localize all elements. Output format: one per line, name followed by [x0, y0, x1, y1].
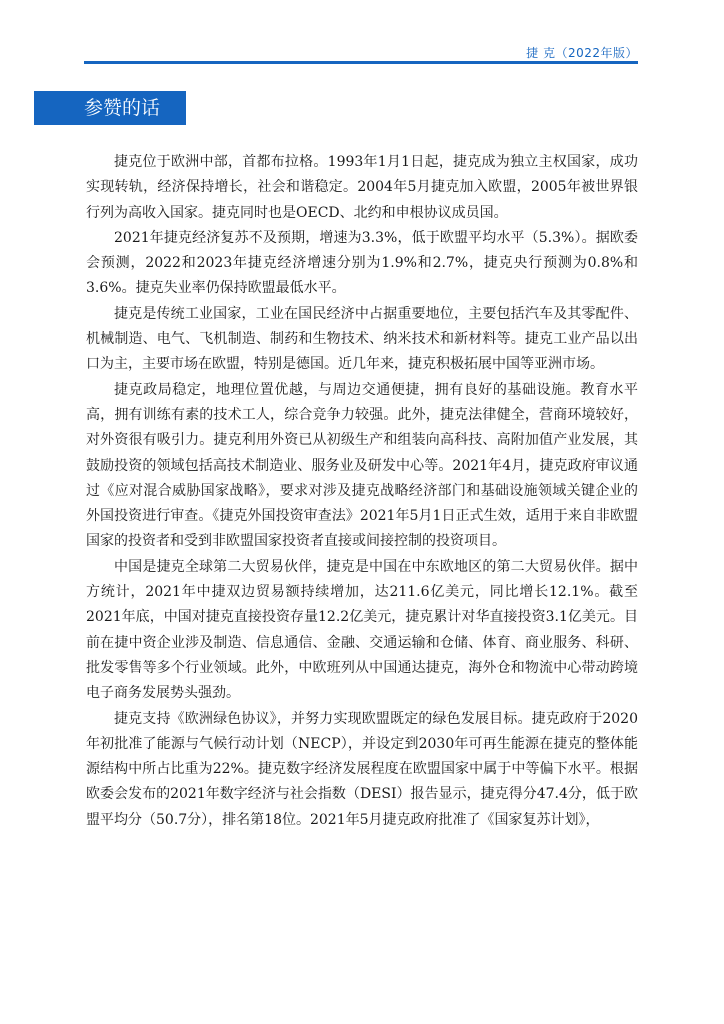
paragraph: 捷克是传统工业国家，工业在国民经济中占据重要地位，主要包括汽车及其零配件、机械制造、电气、飞机制造、制药和生物技术、纳米技术和新材料等。捷克工业产品以出口为主，主要市场在欧盟，特别是德国。近几年来，捷克积极拓展中国等亚洲市场。: [86, 305, 638, 373]
paragraph: 中国是捷克全球第二大贸易伙伴，捷克是中国在中东欧地区的第二大贸易伙伴。据中方统计，2021年中捷双边贸易额持续增加，达211.6亿美元，同比增长12.1%。截至2021年底，中国对捷克直接投资存量12.2亿美元，捷克累计对华直接投资3.1亿美元。目前在捷中资企业涉及制造、信息通信、金融、交通运输和仓储、体育、商业服务、科研、批发零售等多个行业领域。此外，中欧班列从中国通达捷克，海外仓和物流中心带动跨境电子商务发展势头强劲。: [86, 558, 638, 702]
paragraph: 捷克位于欧洲中部，首都布拉格。1993年1月1日起，捷克成为独立主权国家，成功实现转轨，经济保持增长，社会和谐稳定。2004年5月捷克加入欧盟，2005年被世界银行列为高收入国家。捷克同时也是OECD、北约和申根协议成员国。: [86, 154, 638, 221]
section-title: 参赞的话: [34, 91, 186, 125]
body-text: [86, 150, 638, 833]
running-header: 捷 克（2022年版）: [526, 46, 638, 60]
header-rule: [84, 61, 638, 64]
paragraph: 2021年捷克经济复苏不及预期，增速为3.3%，低于欧盟平均水平（5.3%）。据欧委会预测，2022和2023年捷克经济增速分别为1.9%和2.7%，捷克央行预测为0.8%和3.6%。捷克失业率仍保持欧盟最低水平。: [86, 229, 638, 297]
paragraph: 捷克政局稳定，地理位置优越，与周边交通便捷，拥有良好的基础设施。教育水平高，拥有训练有素的技术工人，综合竞争力较强。此外，捷克法律健全，营商环境较好，对外资很有吸引力。捷克利用外资已从初级生产和组装向高科技、高附加值产业发展，其鼓励投资的领域包括高技术制造业、服务业及研发中心等。2021年4月，捷克政府审议通过《应对混合威胁国家战略》，要求对涉及捷克战略经济部门和基础设施领域关键企业的外国投资进行审查。《捷克外国投资审查法》2021年5月1日正式生效，适用于来自非欧盟国家的投资者和受到非欧盟国家投资者直接或间接控制的投资项目。: [86, 381, 638, 550]
paragraph: 捷克支持《欧洲绿色协议》，并努力实现欧盟既定的绿色发展目标。捷克政府于2020年初批准了能源与气候行动计划（NECP），并设定到2030年可再生能源在捷克的整体能源结构中所占比重为22%。捷克数字经济发展程度在欧盟国家中属于中等偏下水平。根据欧委会发布的2021年数字经济与社会指数（DESI）报告显示，捷克得分47.4分，低于欧盟平均分（50.7分），排名第18位。2021年5月捷克政府批准了《国家复苏计划》，: [86, 710, 638, 828]
